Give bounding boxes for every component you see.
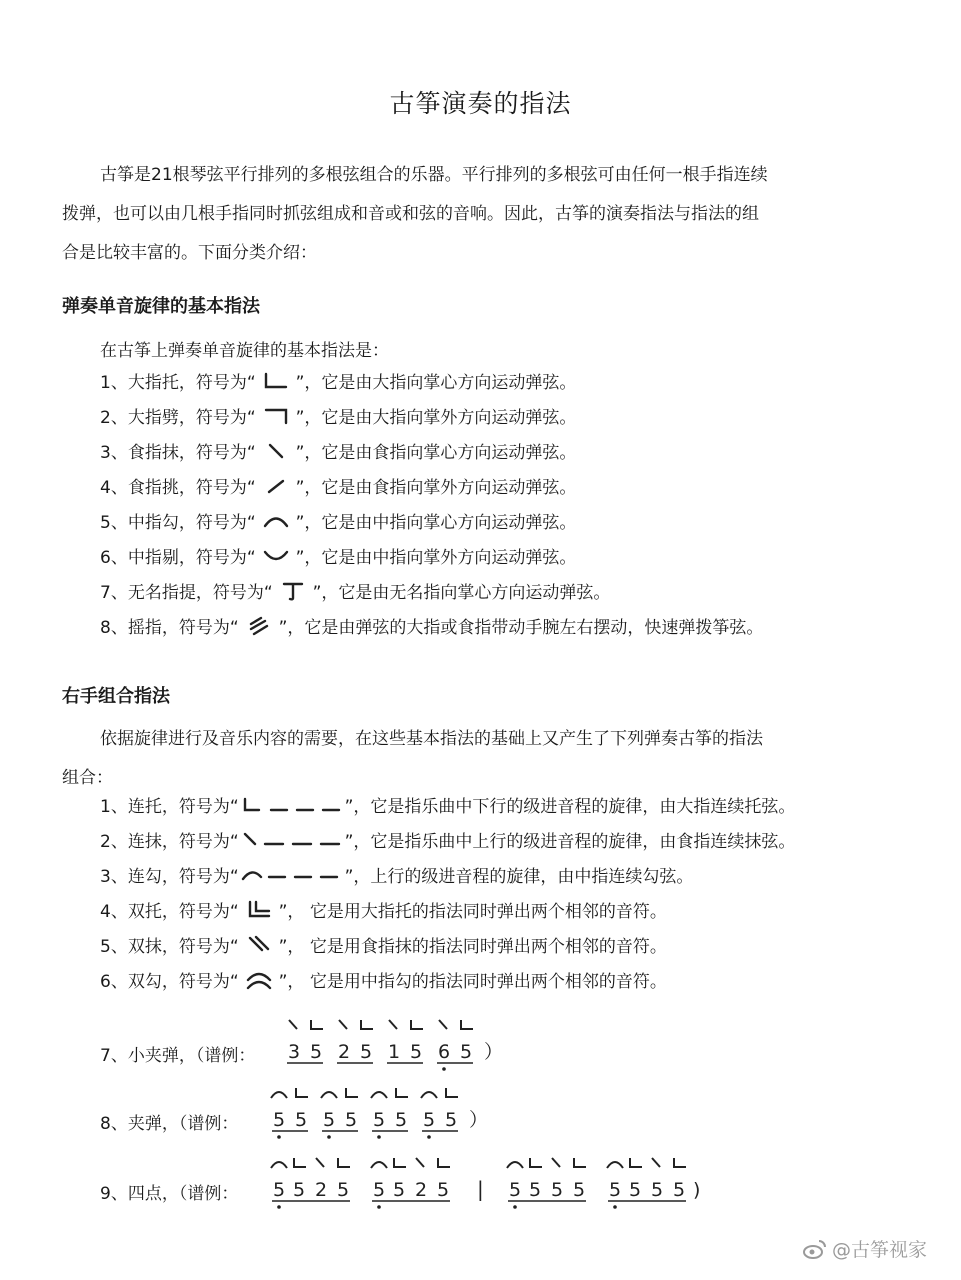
watermark [802,1235,927,1262]
tuo-icon [396,1088,408,1097]
tuo-icon [394,1158,406,1167]
score-note: 5 [459,1041,473,1063]
score-note: 5 [409,1041,423,1063]
tuo-icon [361,1020,373,1029]
score-note: 2 [314,1179,328,1201]
item-prefix: 3、食指抹，符号为“ [100,443,256,463]
tuo-icon [411,1020,423,1029]
item-description: ”，它是指乐曲中上行的级进音程的旋律，由食指连续抹弦。 [344,832,796,852]
page-title: 古筝演奏的指法 [389,89,572,118]
score-note: 5 [508,1179,522,1201]
score-note: 5 [372,1109,386,1131]
score-note: 2 [337,1041,351,1063]
score-note: 5 [436,1179,450,1201]
score-note: 5 [650,1179,664,1201]
score-note: 5 [322,1109,336,1131]
score-note: 3 [287,1041,301,1063]
low-octave-dot [427,1135,431,1139]
score-label: 7、小夹弹，（谱例： [100,1046,256,1066]
item-description: ”，它是由食指向掌外方向运动弹弦。 [295,478,577,498]
item-prefix: 6、双勾，符号为“ [100,972,239,992]
item-prefix: 2、连抹，符号为“ [100,832,239,852]
item-prefix: 6、中指剔，符号为“ [100,548,256,568]
score-note: 5 [336,1179,350,1201]
intro-paragraph [62,160,892,270]
section-intro: 组合： [62,768,113,788]
score-note: 5 [394,1109,408,1131]
score-close-paren: ） [469,1109,489,1131]
item-prefix: 5、中指勾，符号为“ [100,513,256,533]
gou-icon [507,1162,523,1168]
shuang-mo-icon [239,933,279,957]
item-description: ”，它是由无名指向掌心方向运动弹弦。 [312,583,611,603]
score-note: 5 [344,1109,358,1131]
item-prefix: 4、食指挑，符号为“ [100,478,256,498]
watermark-text: @古筝视家 [831,1239,927,1261]
item-prefix: 4、双托，符号为“ [100,902,239,922]
item-description: ”， 它是用大指托的指法同时弹出两个相邻的音符。 [278,902,667,922]
score-note: 5 [528,1179,542,1201]
item-description: ”，它是由中指向掌心方向运动弹弦。 [295,513,577,533]
lian-tuo-icon [239,793,345,817]
score-close-paren: ) [693,1179,701,1201]
intro-line: 拨弹，也可以由几根手指同时抓弦组成和音或和弦的音响。因此，古筝的演奏指法与指法的组 [62,204,759,224]
weibo-icon [802,1238,828,1260]
score-note: 5 [372,1179,386,1201]
score-note: 5 [359,1041,373,1063]
low-octave-dot [327,1135,331,1139]
score-note: 5 [550,1179,564,1201]
gou-icon [256,509,296,533]
score-example [100,1012,520,1072]
shuang-gou-icon [239,968,279,992]
item-description: ”，它是由大指向掌外方向运动弹弦。 [295,408,577,428]
mo-icon [552,1158,560,1167]
tuo-icon [630,1158,642,1167]
fingering-item [100,508,576,534]
item-description: ”，它是指乐曲中下行的级进音程的旋律，由大指连续托弦。 [344,797,796,817]
intro-line: 古筝是21根琴弦平行排列的多根弦组合的乐器。平行排列的多根弦可由任何一根手指连续 [100,165,768,185]
item-prefix: 1、连托，符号为“ [100,797,239,817]
tuo-icon [311,1020,323,1029]
score-note: 5 [294,1109,308,1131]
mo-icon [256,439,296,463]
tuo-icon [438,1158,450,1167]
tuo-icon [461,1020,473,1029]
score-close-paren: ） [484,1041,504,1063]
score-label: 9、四点，（谱例： [100,1184,239,1204]
fingering-item [100,827,795,853]
score-note: 2 [414,1179,428,1201]
score-note: 5 [392,1179,406,1201]
gou-icon [421,1092,437,1098]
yao-icon [239,614,279,638]
gou-icon [321,1092,337,1098]
fingering-item [100,967,667,993]
score-note: 5 [572,1179,586,1201]
tuo-icon [574,1158,586,1167]
score-notation [265,1150,725,1210]
tuo-icon [294,1158,306,1167]
fingering-item [100,368,576,394]
low-octave-dot [513,1205,517,1209]
low-octave-dot [277,1205,281,1209]
fingering-item [100,403,576,429]
fingering-item [100,897,667,923]
score-note: 5 [672,1179,686,1201]
score-note: 5 [292,1179,306,1201]
section-intro: 在古筝上弹奏单音旋律的基本指法是： [100,341,389,361]
mo-icon [316,1158,324,1167]
gou-icon [371,1162,387,1168]
item-description: ”，它是由中指向掌外方向运动弹弦。 [295,548,577,568]
shuang-tuo-icon [239,898,279,922]
tuo-icon [674,1158,686,1167]
low-octave-dot [277,1135,281,1139]
tuo-icon [296,1088,308,1097]
score-example [100,1080,520,1140]
lian-gou-icon [239,863,345,887]
score-note: 6 [437,1041,451,1063]
item-description: ”，它是由弹弦的大指或食指带动手腕左右摆动，快速弹拨筝弦。 [278,618,764,638]
item-prefix: 7、无名指提，符号为“ [100,583,273,603]
gou-icon [271,1162,287,1168]
tuo-icon [256,369,296,393]
item-description: ”， 它是用食指抹的指法同时弹出两个相邻的音符。 [278,937,667,957]
low-octave-dot [442,1067,446,1071]
fingering-item [100,438,576,464]
bar-line: | [477,1177,484,1201]
tuo-icon [530,1158,542,1167]
gou-icon [607,1162,623,1168]
lian-mo-icon [239,828,345,852]
item-prefix: 8、摇指，符号为“ [100,618,239,638]
section-intro: 依据旋律进行及音乐内容的需要，在这些基本指法的基础上又产生了下列弹奏古筝的指法 [100,729,763,749]
low-octave-dot [377,1205,381,1209]
fingering-item [100,613,763,639]
item-description: ”， 它是用中指勾的指法同时弹出两个相邻的音符。 [278,972,667,992]
mo-icon [652,1158,660,1167]
item-prefix: 3、连勾，符号为“ [100,867,239,887]
score-notation [280,1012,504,1072]
section-heading: 右手组合指法 [62,686,170,707]
section-heading: 弹奏单音旋律的基本指法 [62,296,260,317]
tiao-icon [256,474,296,498]
score-notation [265,1080,489,1140]
gou-icon [371,1092,387,1098]
pi-icon [256,404,296,428]
score-note: 5 [628,1179,642,1201]
score-note: 5 [608,1179,622,1201]
fingering-item [100,932,667,958]
tuo-icon [346,1088,358,1097]
fingering-item [100,862,693,888]
fingering-item [100,792,795,818]
ti-icon [256,544,296,568]
score-note: 5 [309,1041,323,1063]
score-example [100,1150,740,1210]
item-description: ”，上行的级进音程的旋律，由中指连续勾弦。 [344,867,694,887]
intro-line: 合是比较丰富的。下面分类介绍： [62,243,317,263]
tuo-icon [338,1158,350,1167]
score-note: 5 [272,1179,286,1201]
score-note: 5 [422,1109,436,1131]
tuo-icon [446,1088,458,1097]
mo-icon [416,1158,424,1167]
fingering-item [100,578,610,604]
mo-icon [439,1020,447,1029]
score-label: 8、夹弹，（谱例： [100,1114,239,1134]
item-prefix: 5、双抹，符号为“ [100,937,239,957]
fingering-item [100,473,576,499]
gou-icon [271,1092,287,1098]
low-octave-dot [613,1205,617,1209]
mo-icon [289,1020,297,1029]
score-note: 1 [387,1041,401,1063]
item-description: ”，它是由食指向掌心方向运动弹弦。 [295,443,577,463]
item-prefix: 1、大指托，符号为“ [100,373,256,393]
item-description: ”，它是由大指向掌心方向运动弹弦。 [295,373,577,393]
mo-icon [339,1020,347,1029]
item-prefix: 2、大指劈，符号为“ [100,408,256,428]
score-note: 5 [444,1109,458,1131]
low-octave-dot [377,1135,381,1139]
mo-icon [389,1020,397,1029]
fingering-item [100,543,576,569]
score-note: 5 [272,1109,286,1131]
tiqin-icon [273,579,313,603]
